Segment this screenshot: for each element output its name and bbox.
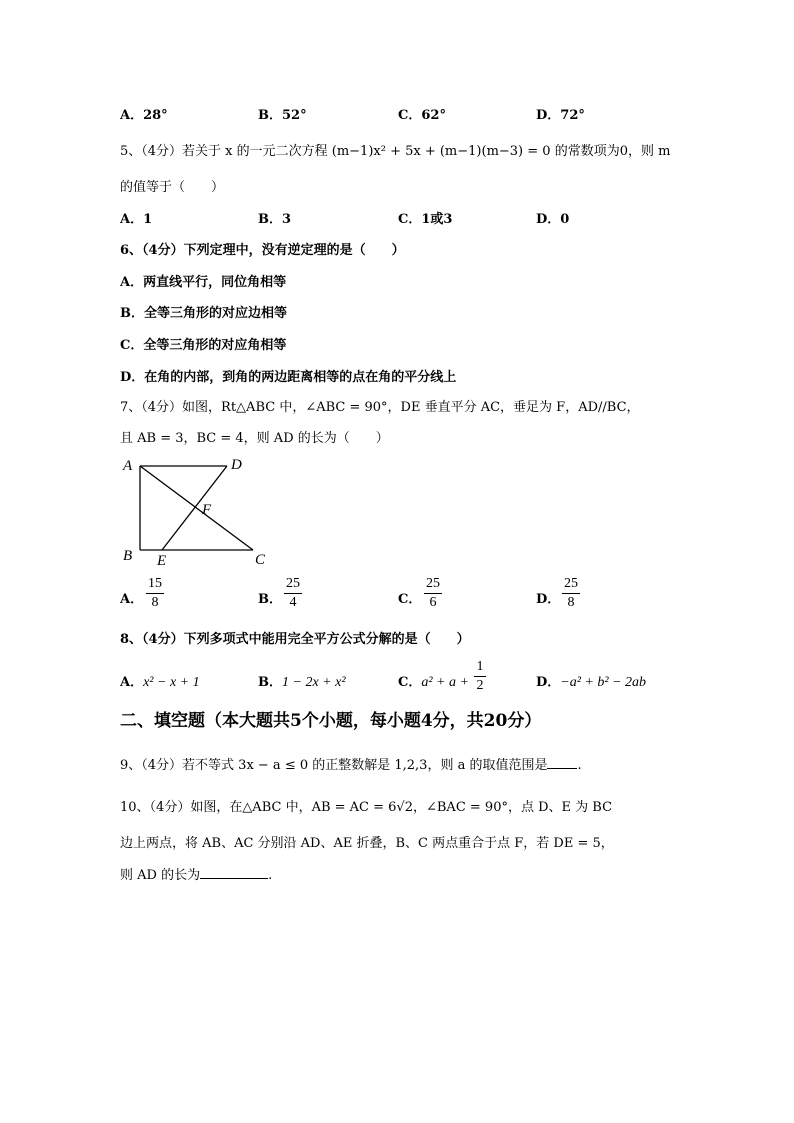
q4-option-d: D．72°: [536, 108, 585, 123]
q7-geometry-figure: [115, 452, 285, 570]
q4-option-b: B．52°: [258, 108, 307, 123]
q7-option-d-letter: D．: [536, 592, 561, 607]
option-expression: a² + a +: [421, 675, 469, 690]
q8-stem: 8、（4分）下列多项式中能用完全平方公式分解的是（ ）: [120, 632, 470, 647]
fraction-denominator: 8: [151, 595, 159, 610]
q4-option-a: A．28°: [120, 108, 168, 123]
q6-stem: 6、（4分）下列定理中，没有逆定理的是（ ）: [120, 243, 405, 258]
point-label-e: E: [157, 553, 167, 569]
point-label-f: F: [202, 502, 212, 518]
fraction-numerator: 25: [426, 576, 440, 591]
q8-option-d: [536, 671, 646, 691]
option-letter: C．: [398, 675, 422, 690]
q10-stem-line1: 10、（4分）如图，在△ABC 中，AB = AC = 6√2，∠BAC = 90°，点 D、E 为 BC: [120, 800, 613, 815]
q10-period: .: [268, 868, 273, 883]
q6-option-c: C．全等三角形的对应角相等: [120, 338, 287, 353]
q7-option-a-fraction: [146, 576, 164, 611]
q7-option-d-fraction: [562, 576, 580, 611]
q9-period: .: [577, 758, 582, 773]
q8-option-c-fraction: [474, 659, 486, 694]
fraction-numerator: 15: [148, 576, 162, 591]
point-label-d: D: [231, 457, 242, 473]
q7-stem-line2: 且 AB = 3，BC = 4，则 AD 的长为（ ）: [120, 431, 389, 446]
fraction-denominator: 4: [289, 595, 297, 610]
option-expression: −a² + b² − 2ab: [560, 675, 647, 690]
q8-option-c: [398, 671, 469, 691]
q9-stem: [120, 754, 582, 773]
fraction-denominator: 8: [567, 595, 575, 610]
q7-option-c-letter: C．: [398, 592, 422, 607]
point-label-c: C: [255, 552, 266, 568]
q5-option-b: B．3: [258, 212, 292, 227]
option-letter: D．: [536, 675, 561, 690]
q7-option-c-fraction: [424, 576, 442, 611]
q6-option-a: A．两直线平行，同位角相等: [120, 275, 287, 290]
q8-option-b: [258, 671, 346, 691]
q5-option-a: A．1: [120, 212, 153, 227]
fraction-numerator: 25: [564, 576, 578, 591]
q6-option-d: D．在角的内部，到角的两边距离相等的点在角的平分线上: [120, 370, 457, 385]
answer-blank[interactable]: [200, 878, 268, 879]
q9-text: 9、（4分）若不等式 3x − a ≤ 0 的正整数解是 1,2,3，则 a 的取值范围是: [120, 758, 548, 773]
q10-stem-line3: [120, 864, 272, 883]
q6-option-b: B．全等三角形的对应边相等: [120, 306, 287, 321]
fraction-denominator: 2: [476, 678, 484, 693]
q5-stem-line1: 5、（4分）若关于 x 的一元二次方程 (m−1)x² + 5x + (m−1)(m−3) = 0 的常数项为0，则 m: [120, 144, 671, 159]
point-label-b: B: [123, 548, 133, 564]
q8-option-a: [120, 671, 200, 691]
fraction-numerator: 25: [286, 576, 300, 591]
q7-option-b-fraction: [284, 576, 302, 611]
q7-option-b-letter: B．: [258, 592, 282, 607]
q7-stem-line1: 7、（4分）如图，Rt△ABC 中，∠ABC = 90°，DE 垂直平分 AC，垂足为 F，AD//BC，: [120, 400, 640, 415]
option-expression: x² − x + 1: [143, 675, 200, 690]
answer-blank[interactable]: [547, 768, 577, 769]
option-letter: B．: [258, 675, 282, 690]
q5-option-c: C．1或3: [398, 212, 453, 227]
option-letter: A．: [120, 675, 144, 690]
q10-text: 则 AD 的长为: [120, 868, 201, 883]
fraction-numerator: 1: [476, 659, 484, 674]
q5-stem-line2: 的值等于（ ）: [120, 180, 225, 195]
fraction-denominator: 6: [429, 595, 437, 610]
section-title: 二、填空题（本大题共5个小题，每小题4分，共20分）: [120, 711, 542, 731]
q4-option-c: C．62°: [398, 108, 446, 123]
point-label-a: A: [123, 458, 133, 474]
q10-stem-line2: 边上两点，将 AB、AC 分别沿 AD、AE 折叠，B、C 两点重合于点 F，若 DE = 5，: [120, 836, 614, 851]
option-expression: 1 − 2x + x²: [282, 675, 346, 690]
q7-option-a-letter: A．: [120, 592, 144, 607]
q5-option-d: D．0: [536, 212, 570, 227]
